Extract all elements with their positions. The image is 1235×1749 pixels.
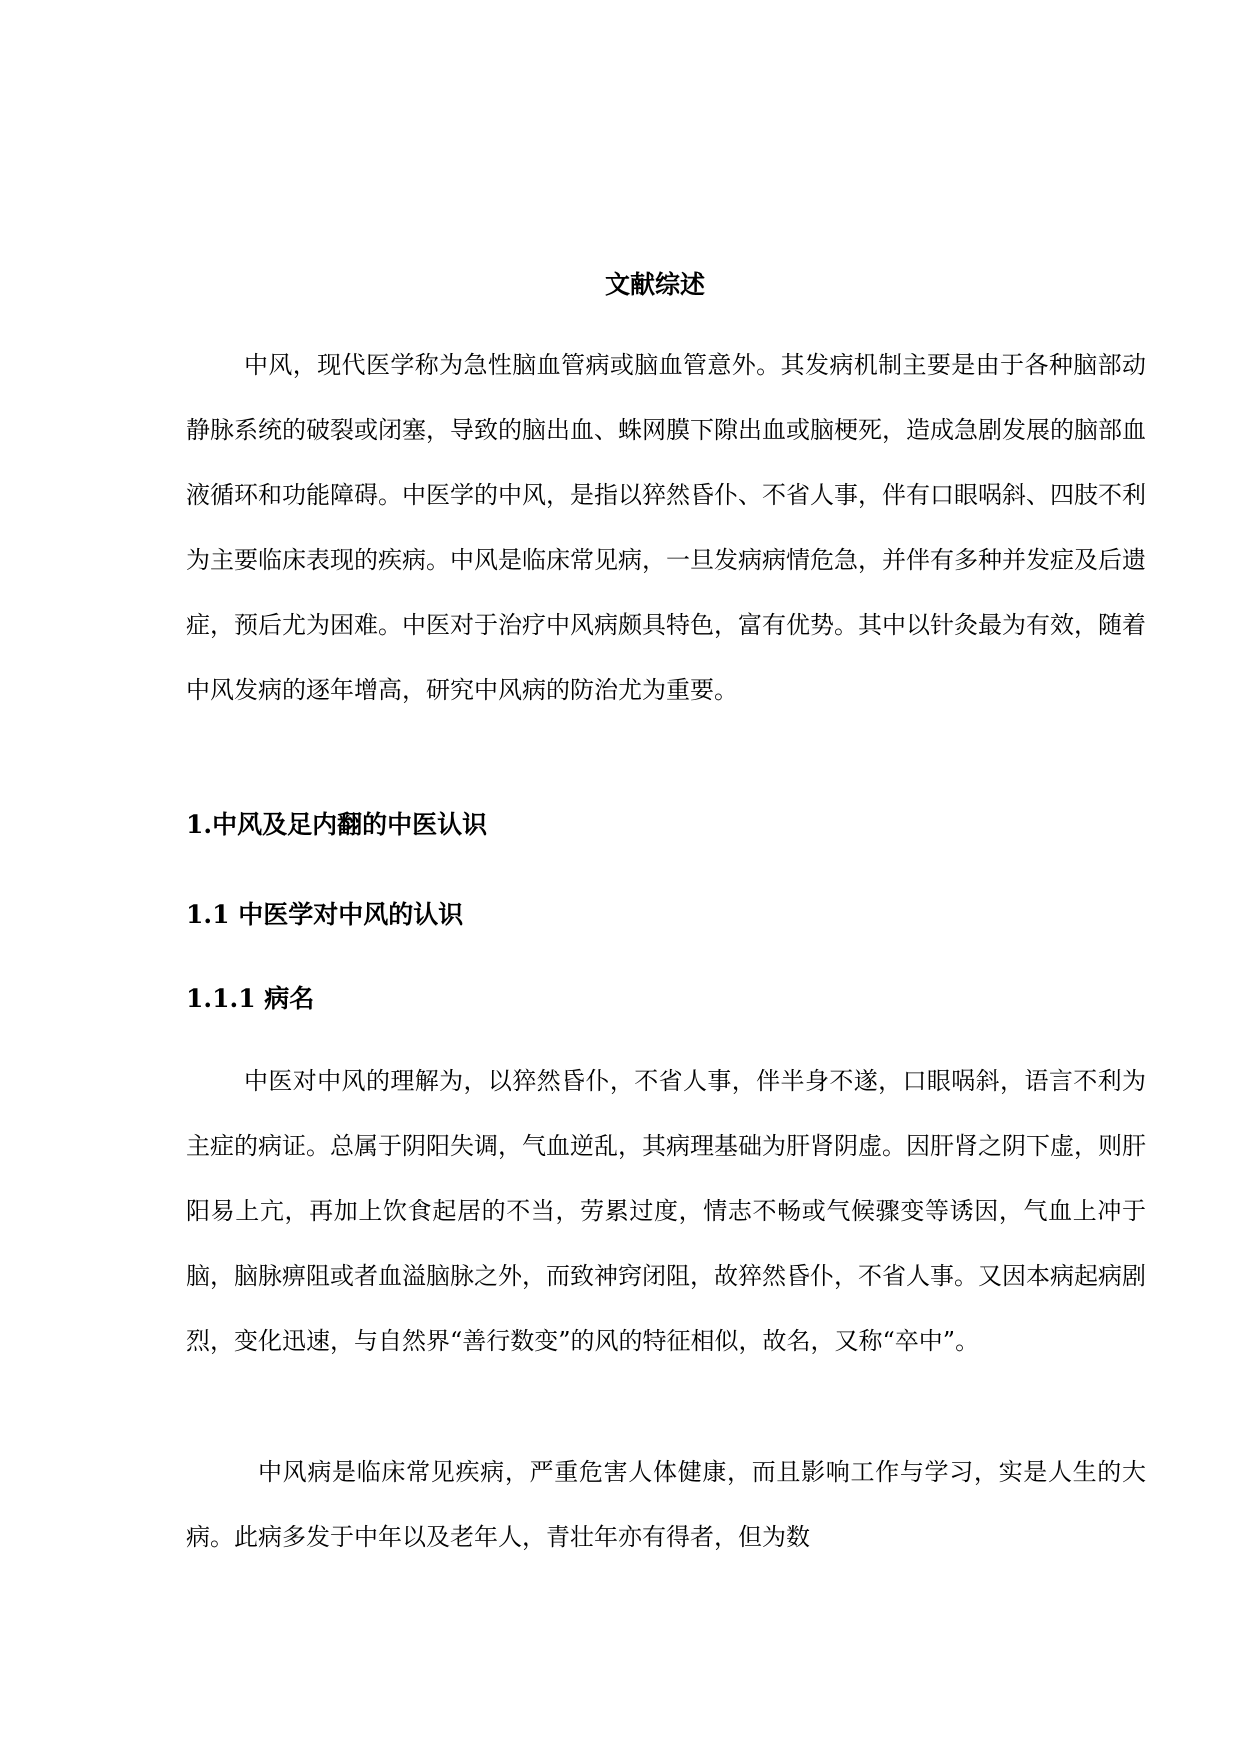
section-heading-1-1-1: 1.1.1 病名 (186, 984, 315, 1013)
paragraph-disease-name: 中医对中风的理解为，以猝然昏仆，不省人事，伴半身不遂，口眼㖞斜，语言不利为主症的病证。总属于阴阳失调，气血逆乱，其病理基础为肝肾阴虚。因肝肾之阴下虚，则肝阳易上亢，再加上饮食起居的不当，劳累过度，情志不畅或气候骤变等诱因，气血上冲于脑，脑脉痹阻或者血溢脑脉之外，而致神窍闭阻，故猝然昏仆，不省人事。又因本病起病剧烈，变化迅速，与自然界“善行数变”的风的特征相似，故名，又称“卒中”。 (186, 1067, 1146, 1355)
document-title: 文献综述 (604, 270, 705, 299)
section-heading-1: 1.中风及足内翻的中医认识 (186, 810, 488, 839)
paragraph-disease-impact: 中风病是临床常见疾病，严重危害人体健康，而且影响工作与学习，实是人生的大病。此病多发于中年以及老年人，青壮年亦有得者，但为数 (186, 1458, 1146, 1551)
section-heading-1-1: 1.1 中医学对中风的认识 (186, 900, 464, 929)
paragraph-intro: 中风，现代医学称为急性脑血管病或脑血管意外。其发病机制主要是由于各种脑部动静脉系统的破裂或闭塞，导致的脑出血、蛛网膜下隙出血或脑梗死，造成急剧发展的脑部血液循环和功能障碍。中医学的中风，是指以猝然昏仆、不省人事，伴有口眼㖞斜、四肢不利为主要临床表现的疾病。中风是临床常见病，一旦发病病情危急，并伴有多种并发症及后遗症，预后尤为困难。中医对于治疗中风病颇具特色，富有优势。其中以针灸最为有效，随着中风发病的逐年增高，研究中风病的防治尤为重要。 (186, 351, 1146, 704)
